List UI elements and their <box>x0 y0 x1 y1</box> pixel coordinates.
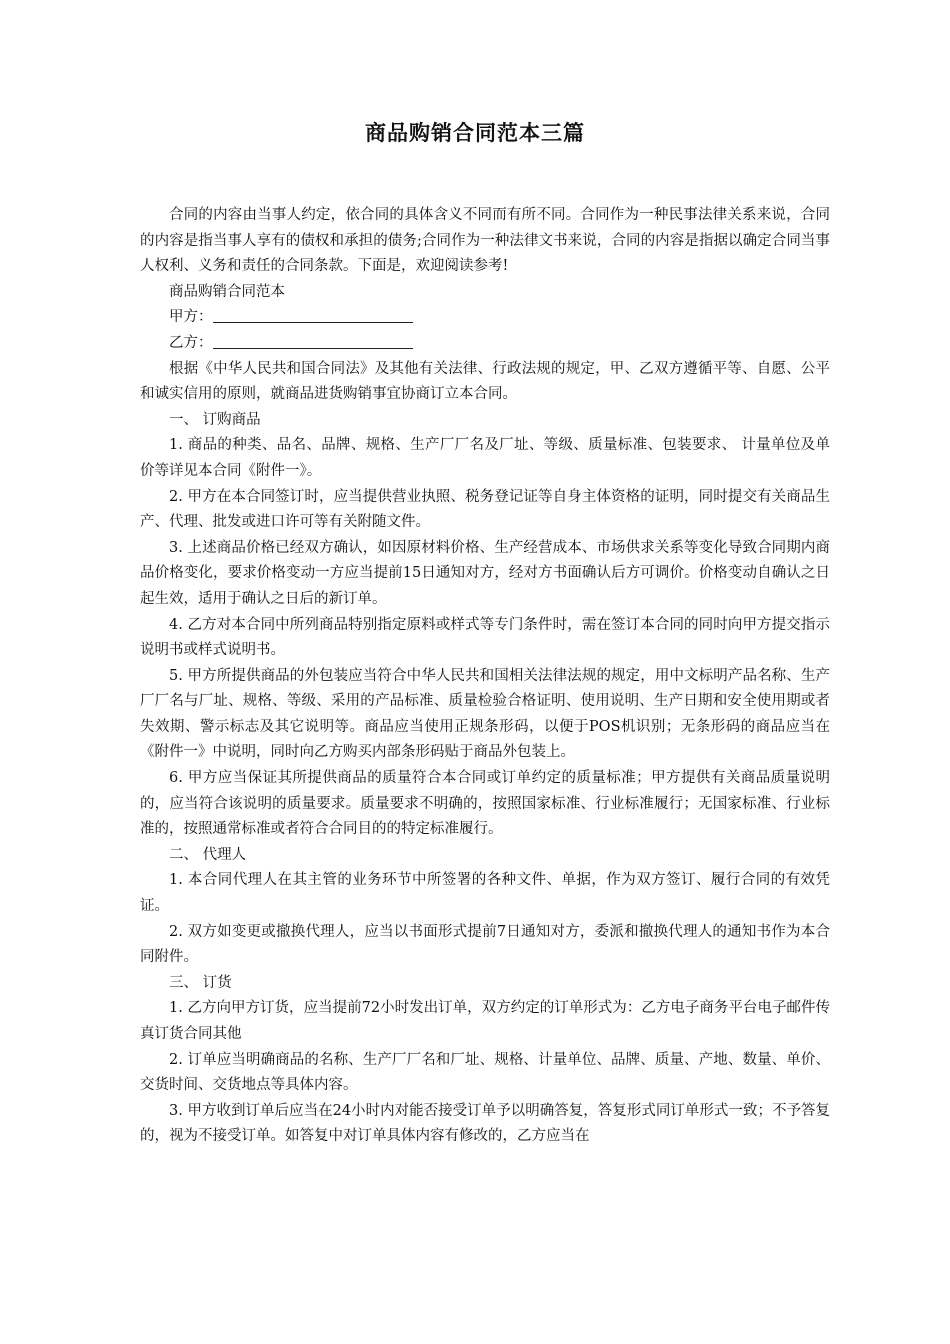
section-heading-2: 二、 代理人 <box>169 846 247 863</box>
clause-2-1: 1. 本合同代理人在其主管的业务环节中所签署的各种文件、单据，作为双方签订、履行合同的有效凭证。 <box>140 872 830 915</box>
section-heading-3: 三、 订货 <box>169 974 232 991</box>
document-body <box>140 203 830 1150</box>
clause-1-1: 1. 商品的种类、品名、品牌、规格、生产厂厂名及厂址、等级、质量标准、包装要求、 计量单位及单价等详见本合同《附件一》。 <box>140 437 830 479</box>
party-a-row <box>140 305 830 331</box>
clause-1-6: 6. 甲方应当保证其所提供商品的质量符合本合同或订单约定的质量标准；甲方提供有关商品质量说明的，应当符合该说明的质量要求。质量要求不明确的，按照国家标准、行业标准履行；无国家标准、行业标准的，按照通常标准或者符合合同目的的特定标准履行。 <box>140 770 830 838</box>
party-b-blank <box>213 333 413 349</box>
intro-paragraph: 合同的内容由当事人约定，依合同的具体含义不同而有所不同。合同作为一种民事法律关系来说，合同的内容是指当事人享有的债权和承担的债务;合同作为一种法律文书来说，合同的内容是指据以确定合同当事人权利、义务和责任的合同条款。下面是，欢迎阅读参考! <box>140 207 830 275</box>
section-heading-1: 一、 订购商品 <box>169 411 261 428</box>
clause-2-2: 2. 双方如变更或撤换代理人，应当以书面形式提前7日通知对方，委派和撤换代理人的通知书作为本合同附件。 <box>140 923 830 966</box>
preamble-paragraph: 根据《中华人民共和国合同法》及其他有关法律、行政法规的规定，甲、乙双方遵循平等、自愿、公平和诚实信用的原则，就商品进货购销事宜协商订立本合同。 <box>140 360 830 403</box>
clause-1-2: 2. 甲方在本合同签订时，应当提供营业执照、税务登记证等自身主体资格的证明，同时提交有关商品生产、代理、批发或进口许可等有关附随文件。 <box>140 488 830 531</box>
party-b-label: 乙方： <box>169 334 213 351</box>
clause-3-3: 3. 甲方收到订单后应当在24小时内对能否接受订单予以明确答复，答复形式同订单形式一致；不予答复的，视为不接受订单。如答复中对订单具体内容有修改的，乙方应当在 <box>140 1102 830 1145</box>
contract-subtitle: 商品购销合同范本 <box>169 283 285 300</box>
clause-3-1: 1. 乙方向甲方订货，应当提前72小时发出订单，双方约定的订单形式为：乙方电子商务平台电子邮件传真订货合同其他 <box>140 1000 830 1042</box>
party-a-label: 甲方： <box>169 309 213 326</box>
document-title: 商品购销合同范本三篇 <box>365 121 585 145</box>
clause-1-5: 5. 甲方所提供商品的外包装应当符合中华人民共和国相关法律法规的规定，用中文标明产品名称、生产厂厂名与厂址、规格、等级、采用的产品标准、质量检验合格证明、使用说明、生产日期和安全使用期或者失效期、警示标志及其它说明等。商品应当使用正规条形码，以便于POS机识别；无条形码的商品应当在《附件一》中说明，同时向乙方购买内部条形码贴于商品外包装上。 <box>140 667 830 761</box>
party-a-blank <box>213 307 413 323</box>
clause-1-4: 4. 乙方对本合同中所列商品特别指定原料或样式等专门条件时，需在签订本合同的同时向甲方提交指示说明书或样式说明书。 <box>140 616 830 659</box>
clause-1-3: 3. 上述商品价格已经双方确认，如因原材料价格、生产经营成本、市场供求关系等变化导致合同期内商品价格变化，要求价格变动一方应当提前15日通知对方，经对方书面确认后方可调价。价格变动自确认之日起生效，适用于确认之日后的新订单。 <box>140 539 830 607</box>
clause-3-2: 2. 订单应当明确商品的名称、生产厂厂名和厂址、规格、计量单位、品牌、质量、产地、数量、单价、交货时间、交货地点等具体内容。 <box>140 1051 830 1094</box>
party-b-row <box>140 331 830 357</box>
